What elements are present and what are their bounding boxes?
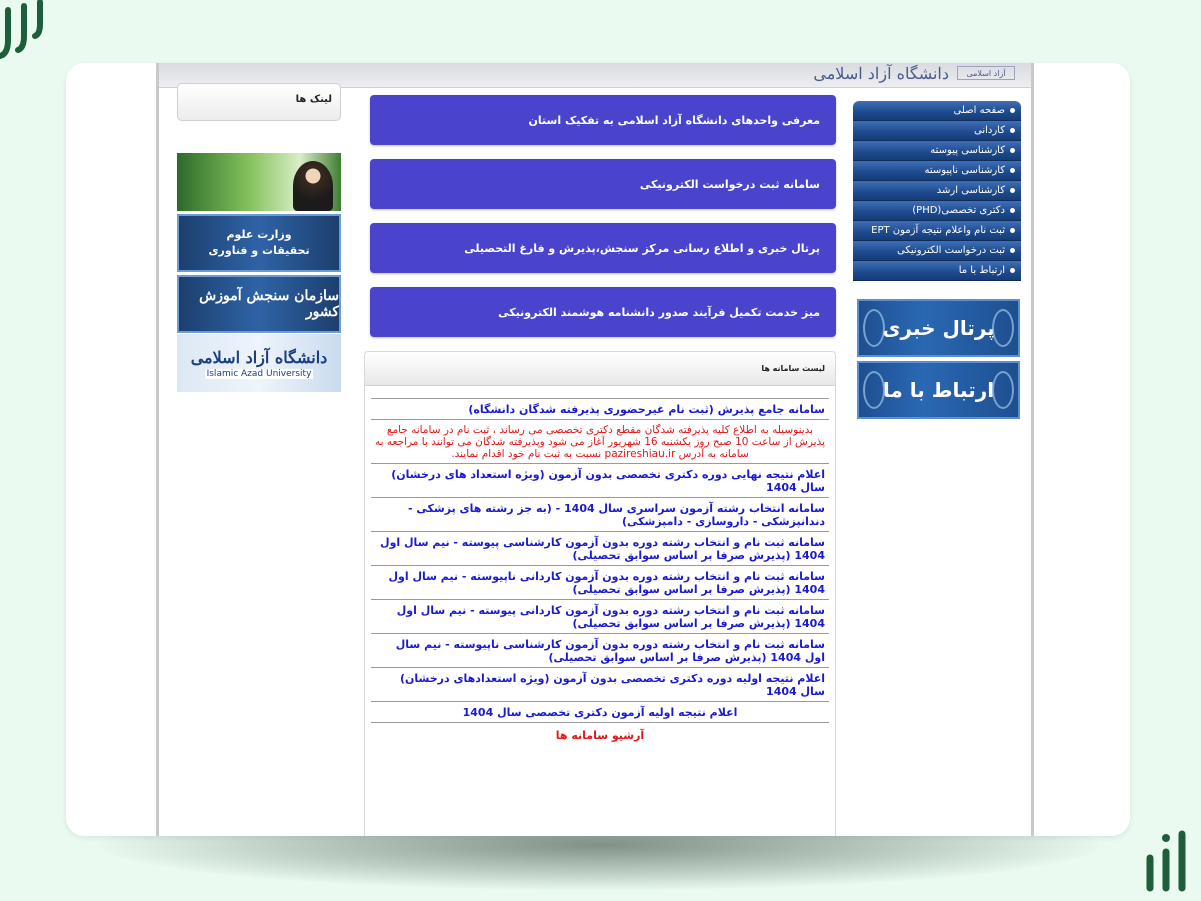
nav-item-ept[interactable]: ثبت نام واعلام نتیجه آزمون EPT — [853, 221, 1021, 241]
list-item[interactable]: سامانه ثبت نام و انتخاب رشته دوره بدون آزمون کارشناسی ناپیوسته - نیم سال اول 1404 (پذیرش صرفا بر اساس سوابق تحصیلی) — [371, 633, 829, 667]
bullet-icon — [1010, 148, 1015, 153]
sanjesh-organization-link[interactable]: سازمان سنجش آموزش کشور — [177, 275, 341, 333]
azad-university-link[interactable]: دانشگاه آزاد اسلامی Islamic Azad University — [177, 334, 341, 392]
list-item[interactable]: اعلام نتیجه اولیه دوره دکتری تخصصی بدون آزمون (ویژه استعدادهای درخشان) سال 1404 — [371, 667, 829, 701]
ornament-icon — [992, 371, 1014, 409]
systems-list-panel — [364, 351, 836, 836]
nav-item-electronic-request[interactable]: ثبت درخواست الکترونیکی — [853, 241, 1021, 261]
systems-list — [371, 398, 829, 742]
bullet-icon — [1010, 128, 1015, 133]
bullet-icon — [1010, 268, 1015, 273]
corner-logo-icon — [0, 0, 60, 64]
nav-item-bachelor-continuous[interactable]: کارشناسی پیوسته — [853, 141, 1021, 161]
ornament-icon — [863, 309, 885, 347]
screenshot-frame — [66, 63, 1130, 836]
list-item[interactable]: سامانه انتخاب رشته آزمون سراسری سال 1404 - (به جز رشته های پزشکی - دندانپزشکی - داروسازی - دامپزشکی) — [371, 497, 829, 531]
provincial-units-button[interactable]: معرفی واحدهای دانشگاه آزاد اسلامی به تفکیک استان — [370, 95, 836, 145]
links-title: لینک ها — [177, 83, 341, 121]
nav-item-associate[interactable]: کاردانی — [853, 121, 1021, 141]
news-portal-banner[interactable]: پرتال خبری — [857, 299, 1020, 357]
nav-item-bachelor-discontinuous[interactable]: کارشناسی ناپیوسته — [853, 161, 1021, 181]
bullet-icon — [1010, 208, 1015, 213]
list-item[interactable]: سامانه ثبت نام و انتخاب رشته دوره بدون آزمون کارشناسی پیوسته - نیم سال اول 1404 (پذیرش صرفا بر اساس سوابق تحصیلی) — [371, 531, 829, 565]
ministry-of-science-link[interactable]: وزارت علوم تحقیقات و فناوری — [177, 214, 341, 272]
list-item[interactable]: سامانه ثبت نام و انتخاب رشته دوره بدون آزمون کاردانی پیوسته - نیم سال اول 1404 (پذیرش صرفا بر اساس سوابق تحصیلی) — [371, 599, 829, 633]
ornament-icon — [863, 371, 885, 409]
bullet-icon — [1010, 248, 1015, 253]
bullet-icon — [1010, 188, 1015, 193]
leader-image-link[interactable] — [177, 153, 341, 211]
site-logo[interactable] — [813, 63, 1015, 83]
bullet-icon — [1010, 108, 1015, 113]
list-item[interactable]: اعلام نتیجه اولیه آزمون دکتری تخصصی سال 1404 — [371, 701, 829, 722]
bullet-icon — [1010, 168, 1015, 173]
web-page — [156, 63, 1034, 836]
nav-item-contact[interactable]: ارتباط با ما — [853, 261, 1021, 281]
nav-item-home[interactable]: صفحه اصلی — [853, 101, 1021, 121]
electronic-request-button[interactable]: سامانه ثبت درخواست الکترونیکی — [370, 159, 836, 209]
contact-us-banner[interactable]: ارتباط با ما — [857, 361, 1020, 419]
news-portal-button[interactable]: پرتال خبری و اطلاع رسانی مرکز سنجش،پذیرش و فارغ التحصیلی — [370, 223, 836, 273]
corner-logo-icon — [1140, 828, 1196, 894]
list-item[interactable]: سامانه ثبت نام و انتخاب رشته دوره بدون آزمون کاردانی ناپیوسته - نیم سال اول 1404 (پذیرش صرفا بر اساس سوابق تحصیلی) — [371, 565, 829, 599]
list-item[interactable]: سامانه جامع پذیرش (ثبت نام غیرحضوری پذیرفته شدگان دانشگاه) — [371, 398, 829, 419]
nav-item-phd[interactable]: دکتری تخصصی(PHD) — [853, 201, 1021, 221]
diploma-service-button[interactable]: میز خدمت تکمیل فرآیند صدور دانشنامه هوشمند الکترونیکی — [370, 287, 836, 337]
list-item[interactable]: اعلام نتیجه نهایی دوره دکتری تخصصی بدون آزمون (ویژه استعداد های درخشان) سال 1404 — [371, 463, 829, 497]
bullet-icon — [1010, 228, 1015, 233]
archive-link[interactable]: آرشیو سامانه ها — [371, 722, 829, 742]
nav-item-master[interactable]: کارشناسی ارشد — [853, 181, 1021, 201]
portrait-image — [293, 161, 333, 211]
main-nav — [853, 101, 1021, 281]
logo-mini: آزاد اسلامی — [957, 66, 1015, 80]
announcement-text: بدینوسیله به اطلاع کلیه پذیرفته شدگان مقطع دکتری تخصصی می رساند ، ثبت نام در سامانه جامع پذیرش از ساعت 10 صبح روز یکشنبه 16 شهریور آغاز می شود وپذیرفته شدگان می توانند با مراجعه به سامانه به آدرس pazireshiau.ir نسبت به ثبت نام خود اقدام نمایند. — [371, 419, 829, 463]
systems-list-title: لیست سامانه ها — [365, 352, 835, 386]
logo-text: دانشگاه آزاد اسلامی — [813, 63, 949, 83]
ornament-icon — [992, 309, 1014, 347]
